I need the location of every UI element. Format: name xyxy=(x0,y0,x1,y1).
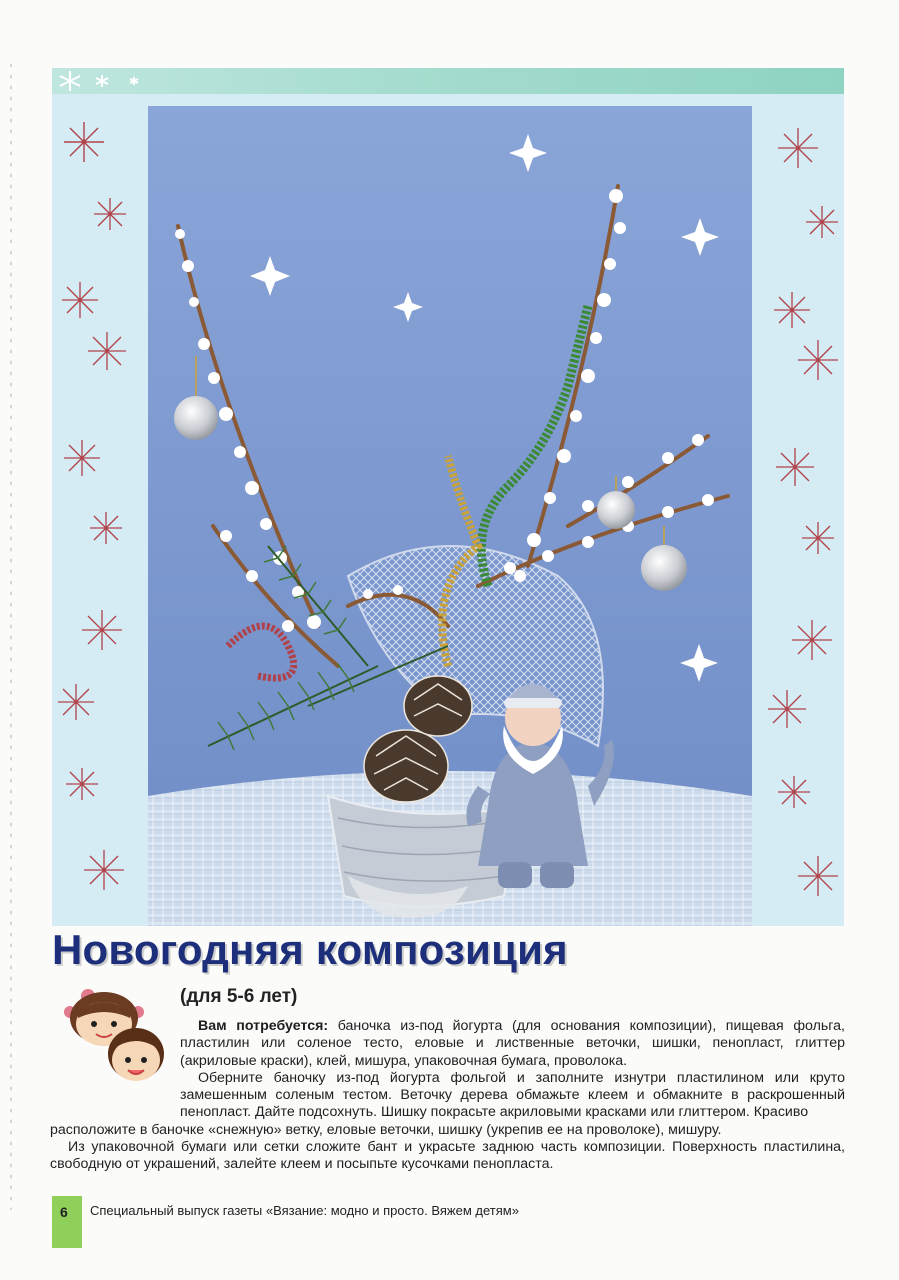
snowflake-icon xyxy=(82,848,126,892)
snowflake-icon xyxy=(60,280,100,320)
snowflake-icon xyxy=(772,290,812,330)
band-snowflakes-icon xyxy=(52,68,172,94)
snowflake-icon xyxy=(774,446,816,488)
snowflake-icon xyxy=(56,682,96,722)
ornament-ball xyxy=(174,396,218,440)
snowflake-icon xyxy=(88,510,124,546)
snowflake-icon xyxy=(62,120,106,164)
age-subtitle: (для 5-6 лет) xyxy=(180,986,298,1007)
ornament-ball xyxy=(641,545,687,591)
binding-dots xyxy=(8,60,14,1210)
instructions-text xyxy=(50,1018,845,1174)
snowflake-icon xyxy=(804,204,840,240)
snowflake-icon xyxy=(86,330,128,372)
snowflake-icon xyxy=(776,774,812,810)
page-number: 6 xyxy=(60,1204,68,1220)
page-title: Новогодняя композиция xyxy=(52,926,568,973)
snowflake-icon xyxy=(776,126,820,170)
footer-publication: Специальный выпуск газеты «Вязание: модно и просто. Вяжем детям» xyxy=(90,1203,519,1218)
composition-photo xyxy=(148,106,752,926)
top-decorative-band xyxy=(52,68,844,94)
ornament-ball xyxy=(597,491,635,529)
snowflake-icon xyxy=(62,438,102,478)
materials-paragraph xyxy=(50,1018,845,1070)
snowflake-icon xyxy=(800,520,836,556)
snowflake-icon xyxy=(796,338,840,382)
materials-lead: Вам потребуется: xyxy=(198,1018,329,1034)
snowflake-icon xyxy=(92,196,128,232)
illustration-frame xyxy=(52,68,844,926)
step2-paragraph: Из упаковочной бумаги или сетки сложите бант и украсьте заднюю часть композиции. Поверхность пластилина, свободную от украшений, залейте клеем и посыпьте кусочками пенопласта. xyxy=(50,1139,845,1173)
snowflake-icon xyxy=(80,608,124,652)
snowflake-icon xyxy=(796,854,840,898)
step1-continued: расположите в баночке «снежную» ветку, еловые веточки, шишку (укрепив ее на проволоке), мишуру. xyxy=(50,1121,722,1138)
step1-paragraph: Оберните баночку из-под йогурта фольгой и заполните изнутри пластилином или круто замешенным соленым тестом. Веточку дерева обмажьте клеем и обмакните в раскрошенный пенопласт. Дайте подсохнуть. Шишку покрасьте акриловыми красками или глиттером. Красиво xyxy=(180,1069,845,1121)
snowflake-icon xyxy=(64,766,100,802)
materials-list: баночка из-под йогурта (для основания композиции), пищевая фольга, пластилин или соленое тесто, еловые и лиственные веточки, шишки, пенопласт, глиттер (акриловые краски), клей, мишура, упаковочная бумага, проволока. xyxy=(180,1018,845,1069)
snowflake-icon xyxy=(790,618,834,662)
snowflake-icon xyxy=(766,688,808,730)
